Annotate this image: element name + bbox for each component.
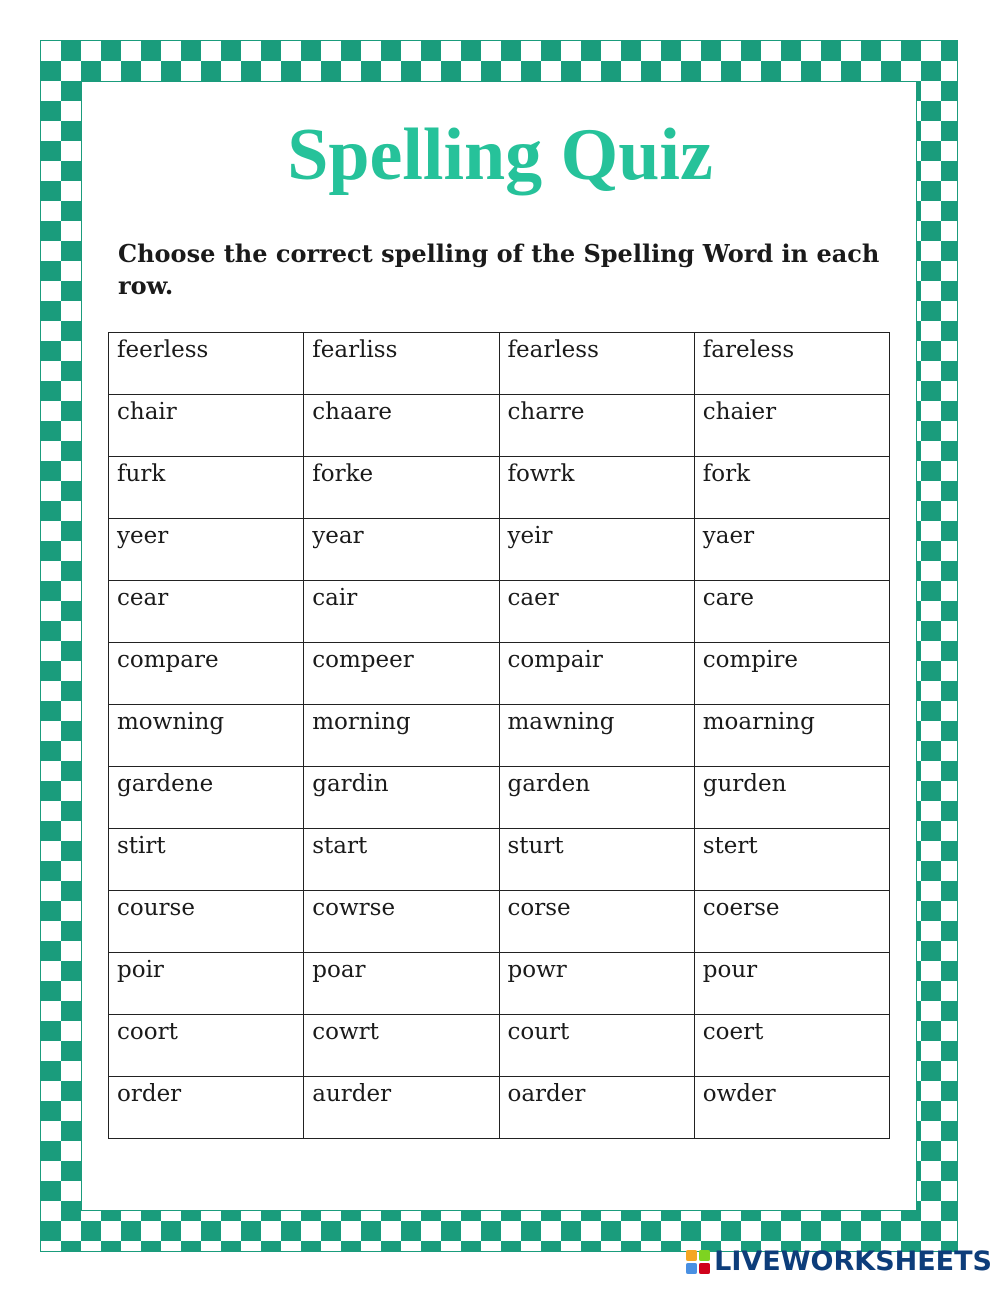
word-option[interactable]: fearless xyxy=(499,333,694,395)
word-option[interactable]: fareless xyxy=(694,333,889,395)
word-option[interactable]: caer xyxy=(499,581,694,643)
word-option[interactable]: moarning xyxy=(694,705,889,767)
word-option[interactable]: sturt xyxy=(499,829,694,891)
word-option[interactable]: compire xyxy=(694,643,889,705)
table-row xyxy=(109,643,890,705)
word-option[interactable]: course xyxy=(109,891,304,953)
word-option[interactable]: gurden xyxy=(694,767,889,829)
logo-block xyxy=(699,1263,710,1274)
table-row xyxy=(109,829,890,891)
word-option[interactable]: fowrk xyxy=(499,457,694,519)
word-option[interactable]: forke xyxy=(304,457,499,519)
word-option[interactable]: stert xyxy=(694,829,889,891)
table-row xyxy=(109,1015,890,1077)
table-row xyxy=(109,953,890,1015)
word-option[interactable]: yeer xyxy=(109,519,304,581)
word-option[interactable]: year xyxy=(304,519,499,581)
word-option[interactable]: order xyxy=(109,1077,304,1139)
logo-block xyxy=(686,1250,697,1261)
word-option[interactable]: cowrt xyxy=(304,1015,499,1077)
word-option[interactable]: cear xyxy=(109,581,304,643)
word-option[interactable]: poar xyxy=(304,953,499,1015)
table-row xyxy=(109,395,890,457)
word-option[interactable]: stirt xyxy=(109,829,304,891)
spelling-table xyxy=(108,332,890,1139)
word-option[interactable]: powr xyxy=(499,953,694,1015)
word-option[interactable]: cair xyxy=(304,581,499,643)
word-option[interactable]: coerse xyxy=(694,891,889,953)
word-option[interactable]: compair xyxy=(499,643,694,705)
table-row xyxy=(109,767,890,829)
table-row xyxy=(109,519,890,581)
watermark-text: LIVEWORKSHEETS xyxy=(714,1246,992,1277)
word-option[interactable]: mowning xyxy=(109,705,304,767)
word-option[interactable]: morning xyxy=(304,705,499,767)
word-option[interactable]: compare xyxy=(109,643,304,705)
word-option[interactable]: gardene xyxy=(109,767,304,829)
word-option[interactable]: care xyxy=(694,581,889,643)
word-option[interactable]: chair xyxy=(109,395,304,457)
instruction-text: Choose the correct spelling of the Spelling Word in each row. xyxy=(118,239,880,300)
word-option[interactable]: oarder xyxy=(499,1077,694,1139)
word-option[interactable]: garden xyxy=(499,767,694,829)
word-option[interactable]: corse xyxy=(499,891,694,953)
word-option[interactable]: coort xyxy=(109,1015,304,1077)
logo-blocks-icon xyxy=(686,1250,710,1274)
liveworksheets-logo xyxy=(686,1247,992,1277)
word-option[interactable]: charre xyxy=(499,395,694,457)
logo-block xyxy=(686,1263,697,1274)
word-option[interactable]: gardin xyxy=(304,767,499,829)
word-option[interactable]: mawning xyxy=(499,705,694,767)
word-option[interactable]: start xyxy=(304,829,499,891)
word-option[interactable]: court xyxy=(499,1015,694,1077)
word-option[interactable]: owder xyxy=(694,1077,889,1139)
table-row xyxy=(109,891,890,953)
word-option[interactable]: yaer xyxy=(694,519,889,581)
word-option[interactable]: furk xyxy=(109,457,304,519)
word-option[interactable]: chaare xyxy=(304,395,499,457)
word-option[interactable]: pour xyxy=(694,953,889,1015)
logo-block xyxy=(699,1250,710,1261)
word-option[interactable]: compeer xyxy=(304,643,499,705)
page-title: Spelling Quiz xyxy=(287,114,713,196)
word-option[interactable]: feerless xyxy=(109,333,304,395)
word-option[interactable]: poir xyxy=(109,953,304,1015)
table-row xyxy=(109,705,890,767)
table-row xyxy=(109,333,890,395)
word-option[interactable]: fearliss xyxy=(304,333,499,395)
word-option[interactable]: cowrse xyxy=(304,891,499,953)
word-option[interactable]: coert xyxy=(694,1015,889,1077)
word-option[interactable]: yeir xyxy=(499,519,694,581)
word-option[interactable]: aurder xyxy=(304,1077,499,1139)
table-row xyxy=(109,581,890,643)
table-row xyxy=(109,457,890,519)
table-row xyxy=(109,1077,890,1139)
word-option[interactable]: chaier xyxy=(694,395,889,457)
word-option[interactable]: fork xyxy=(694,457,889,519)
